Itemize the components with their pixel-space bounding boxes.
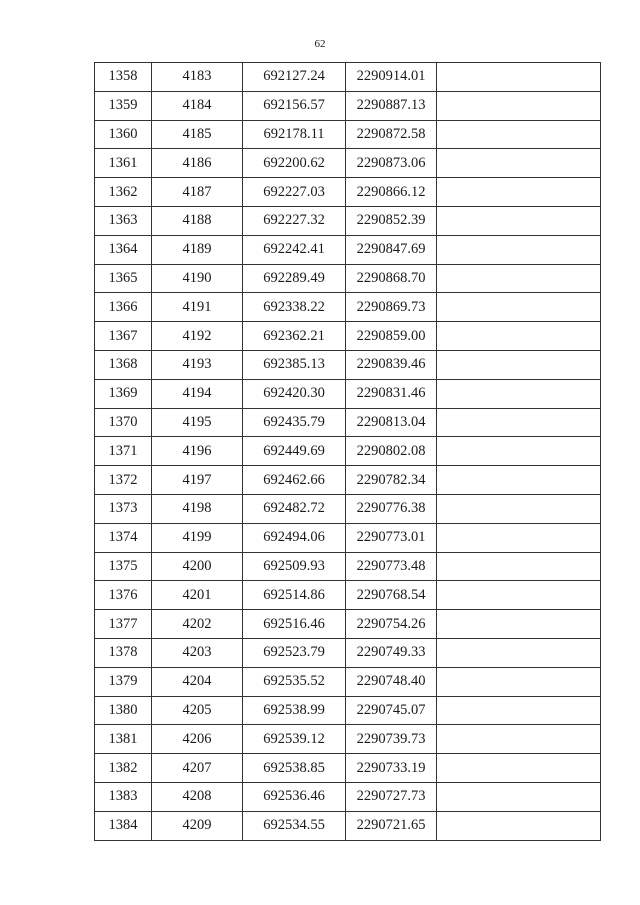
point-id-cell: 4209 [152, 811, 243, 840]
table-row [95, 264, 601, 293]
table-row [95, 552, 601, 581]
y-coordinate-cell: 2290868.70 [346, 264, 437, 293]
note-cell [437, 523, 601, 552]
x-coordinate-cell: 692435.79 [243, 408, 346, 437]
note-cell [437, 811, 601, 840]
point-id-cell: 4194 [152, 379, 243, 408]
point-id-cell: 4199 [152, 523, 243, 552]
note-cell [437, 235, 601, 264]
table-row [95, 63, 601, 92]
y-coordinate-cell: 2290866.12 [346, 178, 437, 207]
note-cell [437, 782, 601, 811]
y-coordinate-cell: 2290773.48 [346, 552, 437, 581]
row-index-cell: 1360 [95, 120, 152, 149]
x-coordinate-cell: 692538.99 [243, 696, 346, 725]
y-coordinate-cell: 2290872.58 [346, 120, 437, 149]
x-coordinate-cell: 692362.21 [243, 322, 346, 351]
y-coordinate-cell: 2290887.13 [346, 91, 437, 120]
point-id-cell: 4187 [152, 178, 243, 207]
y-coordinate-cell: 2290749.33 [346, 638, 437, 667]
row-index-cell: 1371 [95, 437, 152, 466]
row-index-cell: 1379 [95, 667, 152, 696]
y-coordinate-cell: 2290839.46 [346, 350, 437, 379]
table-row [95, 178, 601, 207]
x-coordinate-cell: 692536.46 [243, 782, 346, 811]
note-cell [437, 91, 601, 120]
note-cell [437, 437, 601, 466]
note-cell [437, 178, 601, 207]
point-id-cell: 4204 [152, 667, 243, 696]
point-id-cell: 4196 [152, 437, 243, 466]
row-index-cell: 1377 [95, 610, 152, 639]
x-coordinate-cell: 692227.32 [243, 206, 346, 235]
x-coordinate-cell: 692539.12 [243, 725, 346, 754]
point-id-cell: 4206 [152, 725, 243, 754]
y-coordinate-cell: 2290773.01 [346, 523, 437, 552]
row-index-cell: 1384 [95, 811, 152, 840]
table-row [95, 494, 601, 523]
note-cell [437, 120, 601, 149]
x-coordinate-cell: 692156.57 [243, 91, 346, 120]
row-index-cell: 1361 [95, 149, 152, 178]
note-cell [437, 63, 601, 92]
point-id-cell: 4190 [152, 264, 243, 293]
table-row [95, 725, 601, 754]
y-coordinate-cell: 2290782.34 [346, 466, 437, 495]
y-coordinate-cell: 2290873.06 [346, 149, 437, 178]
point-id-cell: 4200 [152, 552, 243, 581]
point-id-cell: 4205 [152, 696, 243, 725]
row-index-cell: 1362 [95, 178, 152, 207]
note-cell [437, 206, 601, 235]
y-coordinate-cell: 2290869.73 [346, 293, 437, 322]
x-coordinate-cell: 692538.85 [243, 754, 346, 783]
y-coordinate-cell: 2290754.26 [346, 610, 437, 639]
note-cell [437, 754, 601, 783]
row-index-cell: 1376 [95, 581, 152, 610]
table-body [95, 63, 601, 841]
row-index-cell: 1364 [95, 235, 152, 264]
row-index-cell: 1370 [95, 408, 152, 437]
table-row [95, 696, 601, 725]
y-coordinate-cell: 2290776.38 [346, 494, 437, 523]
y-coordinate-cell: 2290859.00 [346, 322, 437, 351]
table-row [95, 408, 601, 437]
row-index-cell: 1374 [95, 523, 152, 552]
table-row [95, 581, 601, 610]
table-row [95, 610, 601, 639]
row-index-cell: 1358 [95, 63, 152, 92]
note-cell [437, 610, 601, 639]
table-row [95, 322, 601, 351]
table-row [95, 667, 601, 696]
row-index-cell: 1368 [95, 350, 152, 379]
table-row [95, 120, 601, 149]
row-index-cell: 1372 [95, 466, 152, 495]
note-cell [437, 350, 601, 379]
x-coordinate-cell: 692509.93 [243, 552, 346, 581]
y-coordinate-cell: 2290733.19 [346, 754, 437, 783]
point-id-cell: 4197 [152, 466, 243, 495]
row-index-cell: 1380 [95, 696, 152, 725]
x-coordinate-cell: 692227.03 [243, 178, 346, 207]
y-coordinate-cell: 2290745.07 [346, 696, 437, 725]
y-coordinate-cell: 2290739.73 [346, 725, 437, 754]
y-coordinate-cell: 2290768.54 [346, 581, 437, 610]
point-id-cell: 4198 [152, 494, 243, 523]
coordinates-table [94, 62, 601, 841]
row-index-cell: 1366 [95, 293, 152, 322]
row-index-cell: 1383 [95, 782, 152, 811]
note-cell [437, 408, 601, 437]
row-index-cell: 1378 [95, 638, 152, 667]
point-id-cell: 4202 [152, 610, 243, 639]
row-index-cell: 1373 [95, 494, 152, 523]
note-cell [437, 149, 601, 178]
point-id-cell: 4203 [152, 638, 243, 667]
note-cell [437, 322, 601, 351]
row-index-cell: 1375 [95, 552, 152, 581]
row-index-cell: 1369 [95, 379, 152, 408]
note-cell [437, 379, 601, 408]
table-row [95, 293, 601, 322]
x-coordinate-cell: 692178.11 [243, 120, 346, 149]
x-coordinate-cell: 692385.13 [243, 350, 346, 379]
x-coordinate-cell: 692514.86 [243, 581, 346, 610]
point-id-cell: 4188 [152, 206, 243, 235]
point-id-cell: 4189 [152, 235, 243, 264]
page-number: 62 [314, 38, 326, 50]
table-row [95, 149, 601, 178]
note-cell [437, 264, 601, 293]
y-coordinate-cell: 2290831.46 [346, 379, 437, 408]
table-row [95, 754, 601, 783]
x-coordinate-cell: 692338.22 [243, 293, 346, 322]
note-cell [437, 552, 601, 581]
x-coordinate-cell: 692127.24 [243, 63, 346, 92]
table-row [95, 638, 601, 667]
table-row [95, 466, 601, 495]
table-row [95, 350, 601, 379]
y-coordinate-cell: 2290721.65 [346, 811, 437, 840]
y-coordinate-cell: 2290813.04 [346, 408, 437, 437]
x-coordinate-cell: 692242.41 [243, 235, 346, 264]
note-cell [437, 696, 601, 725]
x-coordinate-cell: 692494.06 [243, 523, 346, 552]
note-cell [437, 667, 601, 696]
note-cell [437, 494, 601, 523]
row-index-cell: 1363 [95, 206, 152, 235]
note-cell [437, 638, 601, 667]
table-row [95, 379, 601, 408]
row-index-cell: 1381 [95, 725, 152, 754]
point-id-cell: 4201 [152, 581, 243, 610]
note-cell [437, 293, 601, 322]
x-coordinate-cell: 692534.55 [243, 811, 346, 840]
table-row [95, 523, 601, 552]
x-coordinate-cell: 692523.79 [243, 638, 346, 667]
x-coordinate-cell: 692420.30 [243, 379, 346, 408]
row-index-cell: 1365 [95, 264, 152, 293]
y-coordinate-cell: 2290914.01 [346, 63, 437, 92]
row-index-cell: 1359 [95, 91, 152, 120]
x-coordinate-cell: 692516.46 [243, 610, 346, 639]
x-coordinate-cell: 692462.66 [243, 466, 346, 495]
table-row [95, 437, 601, 466]
x-coordinate-cell: 692482.72 [243, 494, 346, 523]
point-id-cell: 4192 [152, 322, 243, 351]
point-id-cell: 4186 [152, 149, 243, 178]
table-row [95, 811, 601, 840]
note-cell [437, 466, 601, 495]
x-coordinate-cell: 692289.49 [243, 264, 346, 293]
table-row [95, 91, 601, 120]
x-coordinate-cell: 692535.52 [243, 667, 346, 696]
point-id-cell: 4195 [152, 408, 243, 437]
table-row [95, 206, 601, 235]
point-id-cell: 4208 [152, 782, 243, 811]
note-cell [437, 581, 601, 610]
row-index-cell: 1382 [95, 754, 152, 783]
point-id-cell: 4184 [152, 91, 243, 120]
table-row [95, 782, 601, 811]
y-coordinate-cell: 2290748.40 [346, 667, 437, 696]
x-coordinate-cell: 692200.62 [243, 149, 346, 178]
row-index-cell: 1367 [95, 322, 152, 351]
y-coordinate-cell: 2290847.69 [346, 235, 437, 264]
y-coordinate-cell: 2290727.73 [346, 782, 437, 811]
point-id-cell: 4207 [152, 754, 243, 783]
point-id-cell: 4183 [152, 63, 243, 92]
y-coordinate-cell: 2290852.39 [346, 206, 437, 235]
note-cell [437, 725, 601, 754]
table-row [95, 235, 601, 264]
point-id-cell: 4185 [152, 120, 243, 149]
y-coordinate-cell: 2290802.08 [346, 437, 437, 466]
x-coordinate-cell: 692449.69 [243, 437, 346, 466]
point-id-cell: 4191 [152, 293, 243, 322]
point-id-cell: 4193 [152, 350, 243, 379]
